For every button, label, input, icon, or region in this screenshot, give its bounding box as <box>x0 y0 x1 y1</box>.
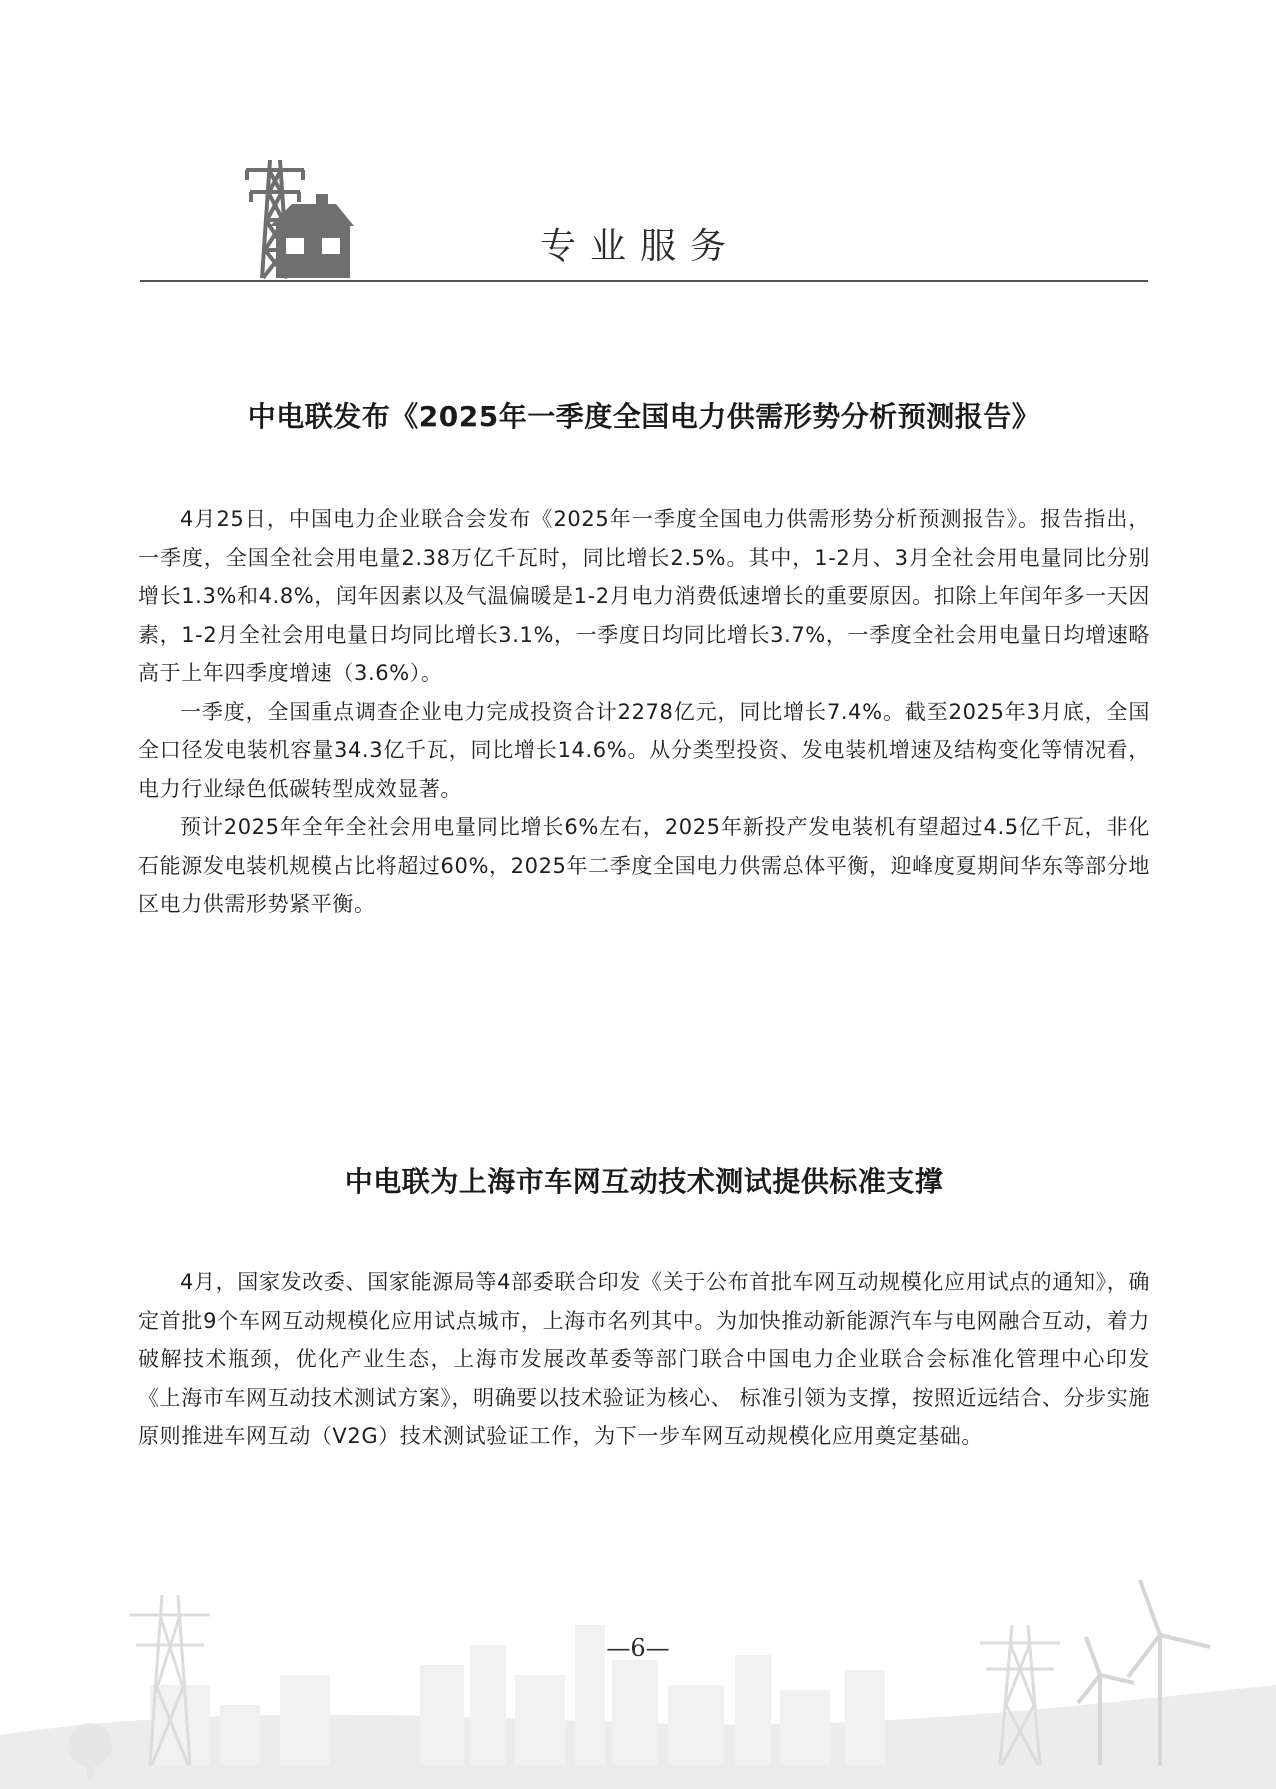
power-tower-house-icon <box>230 158 360 280</box>
paragraph: 4月，国家发改委、国家能源局等4部委联合印发《关于公布首批车网互动规模化应用试点的通知》，确定首批9个车网互动规模化应用试点城市，上海市名列其中。为加快推动新能源汽车与电网融合互动，着力破解技术瓶颈，优化产业生态，上海市发展改革委等部门联合中国电力企业联合会标准化管理中心印发《上海市车网互动技术测试方案》，明确要以技术验证为核心、 标准引领为支撑，按照近远结合、分步实施原则推进车网互动（V2G）技术测试验证工作，为下一步车网互动规模化应用奠定基础。 <box>138 1270 1150 1448</box>
page-number: —6— <box>606 1634 670 1662</box>
paragraph: 一季度，全国重点调查企业电力完成投资合计2278亿元，同比增长7.4%。截至2025年3月底，全国全口径发电装机容量34.3亿千瓦，同比增长14.6%。从分类型投资、发电装机增速及结构变化等情况看，电力行业绿色低碳转型成效显著。 <box>138 699 1150 801</box>
header-divider <box>140 280 1148 282</box>
paragraph: 预计2025年全年全社会用电量同比增长6%左右，2025年新投产发电装机有望超过4.5亿千瓦，非化石能源发电装机规模占比将超过60%，2025年二季度全国电力供需总体平衡，迎峰度夏期间华东等部分地区电力供需形势紧平衡。 <box>138 815 1150 916</box>
paragraph: 4月25日，中国电力企业联合会发布《2025年一季度全国电力供需形势分析预测报告》。报告指出，一季度，全国全社会用电量2.38万亿千瓦时，同比增长2.5%。其中，1-2月、3月全社会用电量同比分别增长1.3%和4.8%，闰年因素以及气温偏暖是1-2月电力消费低速增长的重要原因。扣除上年闰年多一天因素，1-2月全社会用电量日均同比增长3.1%，一季度日均同比增长3.7%，一季度全社会用电量日均增速略高于上年四季度增速（3.6%）。 <box>138 507 1150 685</box>
city-skyline-power-towers-wind-turbines-icon <box>0 1565 1276 1789</box>
article-body <box>138 500 1150 924</box>
article-body <box>138 1263 1150 1456</box>
article-title: 中电联为上海市车网互动技术测试提供标准支撑 <box>344 1165 944 1198</box>
article-title: 中电联发布《2025年一季度全国电力供需形势分析预测报告》 <box>247 400 1041 433</box>
section-title: 专业服务 <box>540 226 741 267</box>
